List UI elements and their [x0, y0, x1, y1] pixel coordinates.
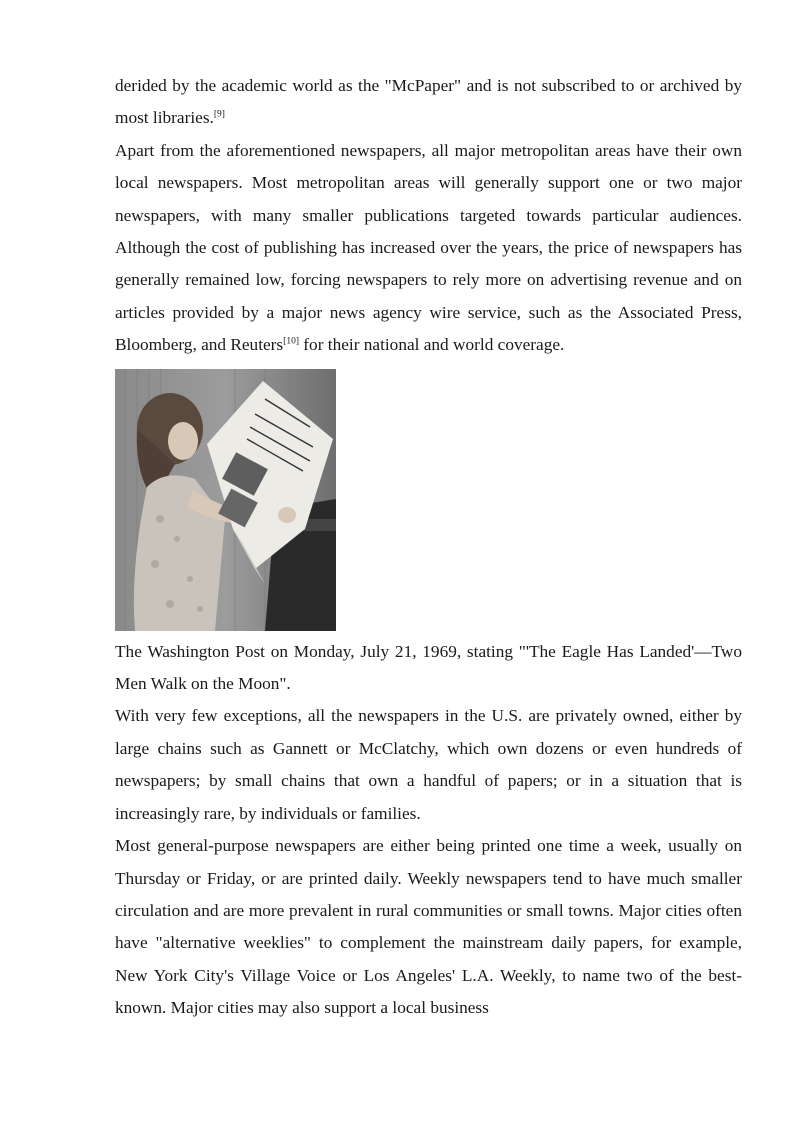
- footnote-ref-10[interactable]: [10]: [283, 336, 299, 347]
- footnote-ref-9[interactable]: [9]: [213, 109, 225, 120]
- paragraph-weeklies: Most general-purpose newspapers are either being printed one time a week, usually on Thursday or Friday, or are printed daily. Weekly newspapers tend to have much smaller circulation and are more prevalent in rural communities or small towns. Major cities often have "alternative weeklies" to complement the mainstream daily papers, for example, New York City's Village Voice or Los Angeles' L.A. Weekly, to name two of the best-known. Major cities may also support a local business: [115, 836, 742, 1018]
- photo-girl-reading-newspaper: [115, 369, 336, 631]
- paragraph-ownership: With very few exceptions, all the newspapers in the U.S. are privately owned, either by large chains such as Gannett or McClatchy, which own dozens or even hundreds of newspapers; by small chains that own a handful of papers; or in a situation that is increasingly rare, by individuals or families.: [115, 706, 742, 823]
- paragraph-text: Apart from the aforementioned newspapers, all major metropolitan areas have their own local newspapers. Most metropolitan areas will generally support one or two major newspapers, with many smaller publications targeted towards particular audiences. Although the cost of publishing has increased over the years, the price of newspapers has generally remained low, forcing newspapers to rely more on advertising revenue and on articles provided by a major news agency wire service, such as the Associated Press, Bloomberg, and Reuters: [115, 140, 742, 355]
- paragraph-text-tail: for their national and world coverage.: [298, 335, 565, 355]
- document-page: [115, 70, 742, 1025]
- paragraph-local-newspapers: [115, 135, 742, 362]
- paragraph-text: derided by the academic world as the "McPaper" and is not subscribed to or archived by most libraries.: [115, 76, 742, 128]
- photo-caption: The Washington Post on Monday, July 21, 1969, stating "'The Eagle Has Landed'—Two Men Walk on the Moon".: [115, 641, 742, 694]
- paragraph-mcpaper: [115, 70, 742, 135]
